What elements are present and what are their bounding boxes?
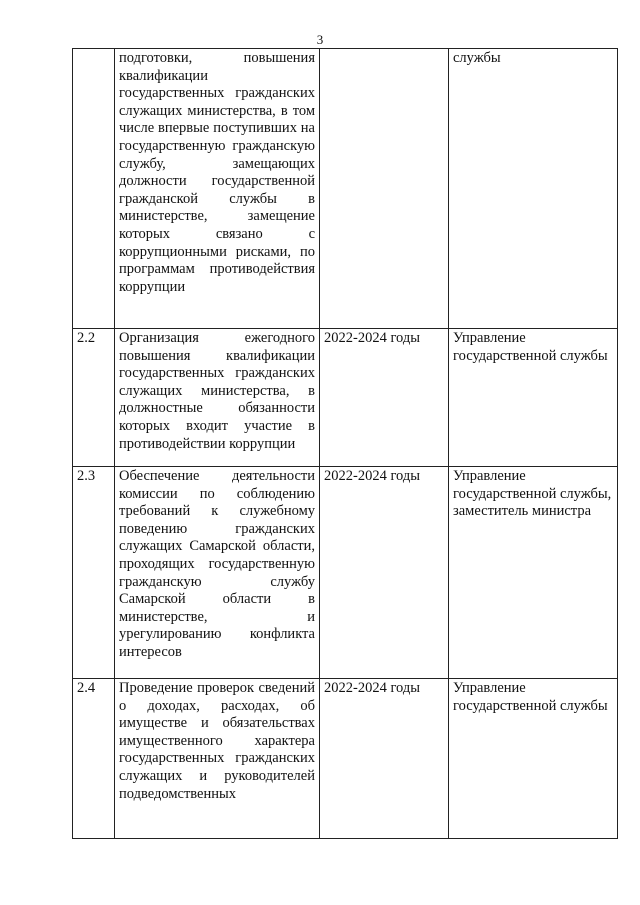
responsible-party: Управление государственной службы [449,679,618,839]
measure-description: Проведение проверок сведений о доходах, расходах, об имуществе и обязательствах имущественного характера государственных гражданских служащих и руководителей подведомственных [115,679,320,839]
table-row [73,679,618,839]
page-number: 3 [316,32,324,47]
responsible-party: службы [449,49,618,329]
execution-term [320,49,449,329]
execution-term: 2022-2024 годы [320,467,449,679]
measure-description: Организация ежегодного повышения квалификации государственных гражданских служащих министерства, в должностные обязанности которых входит участие в противодействии коррупции [115,329,320,467]
measure-description: Обеспечение деятельности комиссии по соблюдению требований к служебному поведению гражданских служащих Самарской области, проходящих государственную гражданскую службу Самарской области в министерстве, и урегулированию конфликта интересов [115,467,320,679]
measure-description: подготовки, повышения квалификации государственных гражданских служащих министерства, в том числе впервые поступивших на государственную гражданскую службу, замещающих должности государственной гражданской службы в министерстве, замещение которых связано с коррупционными рисками, по программам противодействия коррупции [115,49,320,329]
row-number: 2.4 [73,679,115,839]
table-row [73,329,618,467]
measures-table [72,48,618,839]
execution-term: 2022-2024 годы [320,679,449,839]
row-number [73,49,115,329]
row-number: 2.2 [73,329,115,467]
table-row [73,49,618,329]
responsible-party: Управление государственной службы, заместитель министра [449,467,618,679]
row-number: 2.3 [73,467,115,679]
table-row [73,467,618,679]
responsible-party: Управление государственной службы [449,329,618,467]
execution-term: 2022-2024 годы [320,329,449,467]
